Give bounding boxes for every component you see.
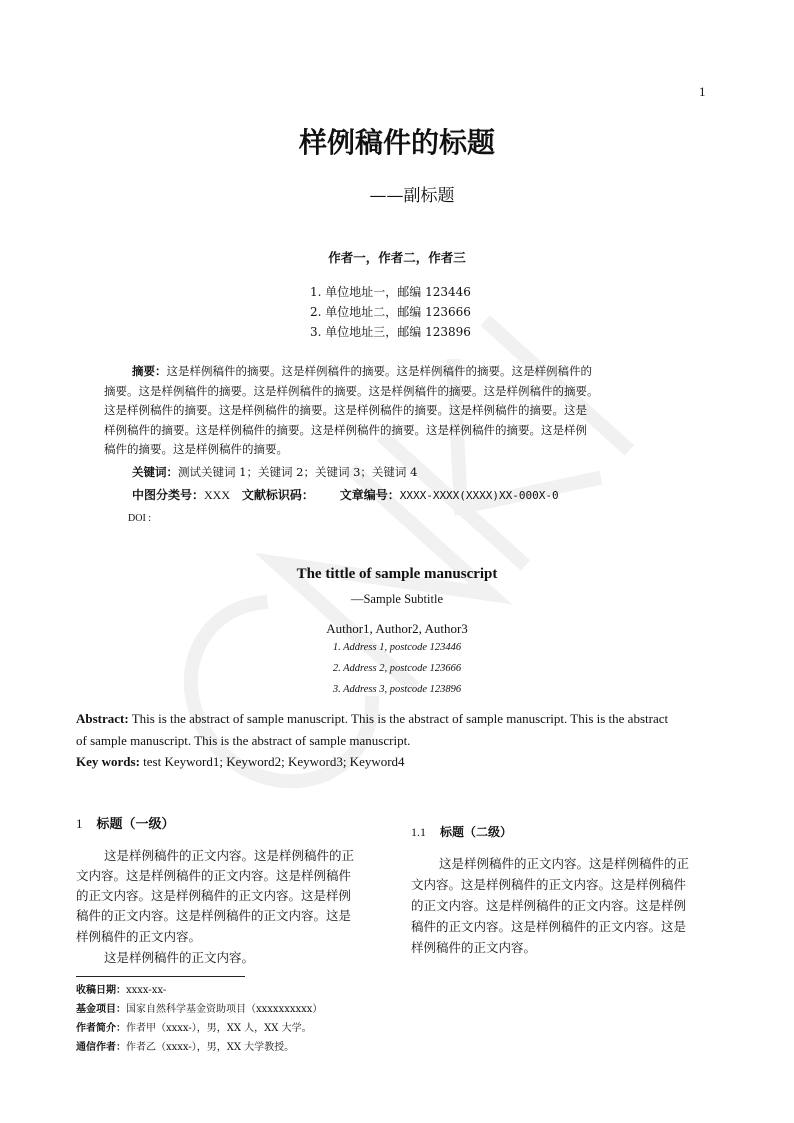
footnote-label: 通信作者： xyxy=(76,1042,126,1053)
footnote-label: 作者简介： xyxy=(76,1023,126,1034)
footnote-divider xyxy=(76,976,245,977)
doi: DOI : xyxy=(128,513,152,524)
footnote-value: 国家自然科学基金资助项目（xxxxxxxxxx） xyxy=(126,1004,323,1015)
body-line: 的正文内容。这是样例稿件的正文内容。这是样例 xyxy=(76,888,352,903)
clc-label: 中图分类号： xyxy=(132,488,205,502)
page-subtitle: ——副标题 xyxy=(369,186,455,206)
abstract-label: 摘要： xyxy=(132,364,167,378)
body-line: 文内容。这是样例稿件的正文内容。这是样例稿件 xyxy=(411,877,687,892)
english-authors: Author1, Author2, Author3 xyxy=(326,621,468,636)
body-line: 样例稿件的正文内容。 xyxy=(411,940,537,955)
abstract-line: 摘要。这是样例稿件的摘要。这是样例稿件的摘要。这是样例稿件的摘要。这是样例稿件的摘要。 xyxy=(104,384,599,398)
doc-code-label: 文献标识码： xyxy=(241,488,314,502)
abstract-line: 稿件的摘要。这是样例稿件的摘要。 xyxy=(104,442,288,456)
abstract-line: 这是样例稿件的摘要。这是样例稿件的摘要。这是样例稿件的摘要。这是样例稿件的 xyxy=(166,364,592,378)
address-3: 3. 单位地址三，邮编 123896 xyxy=(310,325,471,339)
body-line: 样例稿件的正文内容。 xyxy=(76,929,202,944)
english-address-3: 3. Address 3, postcode 123896 xyxy=(332,684,462,695)
page-title: 样例稿件的标题 xyxy=(298,126,495,159)
english-abstract-line: This is the abstract of sample manuscript. This is the abstract of sample manuscript. This is the abstract xyxy=(128,711,669,726)
section-number: 1 xyxy=(76,816,83,831)
english-keywords-value: test Keyword1; Keyword2; Keyword3; Keyword4 xyxy=(139,754,405,769)
keywords-value: 测试关键词 1；关键词 2；关键词 3；关键词 4 xyxy=(178,465,418,479)
english-title: The tittle of sample manuscript xyxy=(296,566,498,582)
body-line: 稿件的正文内容。这是样例稿件的正文内容。这是 xyxy=(411,919,687,934)
authors: 作者一，作者二，作者三 xyxy=(328,250,466,265)
subsection-heading: 标题（二级） xyxy=(440,825,513,839)
address-2: 2. 单位地址二，邮编 123666 xyxy=(310,305,471,319)
footnote-value: xxxx-xx- xyxy=(126,985,167,996)
article-no-label: 文章编号： xyxy=(339,488,400,502)
english-address-2: 2. Address 2, postcode 123666 xyxy=(332,663,462,674)
keywords-label: 关键词： xyxy=(132,465,178,479)
clc-value: XXX xyxy=(204,488,231,502)
address-1: 1. 单位地址一，邮编 123446 xyxy=(310,285,471,299)
page-number: 1 xyxy=(699,84,706,99)
english-address-1: 1. Address 1, postcode 123446 xyxy=(332,642,462,653)
footnote-label: 基金项目： xyxy=(76,1004,126,1015)
english-abstract-line: of sample manuscript. This is the abstract of sample manuscript. xyxy=(76,733,411,748)
english-keywords-label: Key words: xyxy=(76,754,140,769)
subsection-number: 1.1 xyxy=(411,825,426,839)
body-line: 这是样例稿件的正文内容。 xyxy=(104,950,255,965)
abstract-line: 样例稿件的摘要。这是样例稿件的摘要。这是样例稿件的摘要。这是样例稿件的摘要。这是样例 xyxy=(104,423,587,437)
section-heading: 标题（一级） xyxy=(96,817,175,832)
body-line: 这是样例稿件的正文内容。这是样例稿件的正 xyxy=(439,856,690,871)
abstract-line: 这是样例稿件的摘要。这是样例稿件的摘要。这是样例稿件的摘要。这是样例稿件的摘要。这是 xyxy=(104,403,587,417)
body-line: 这是样例稿件的正文内容。这是样例稿件的正 xyxy=(104,848,355,863)
english-abstract-label: Abstract: xyxy=(76,711,129,726)
footnote-value: 作者乙（xxxx-），男，XX 大学教授。 xyxy=(126,1042,295,1053)
body-line: 稿件的正文内容。这是样例稿件的正文内容。这是 xyxy=(76,908,352,923)
english-subtitle: —Sample Subtitle xyxy=(350,592,443,606)
body-line: 的正文内容。这是样例稿件的正文内容。这是样例 xyxy=(411,898,687,913)
body-line: 文内容。这是样例稿件的正文内容。这是样例稿件 xyxy=(76,868,352,883)
footnote-label: 收稿日期： xyxy=(76,985,126,996)
article-no-value: XXXX-XXXX(XXXX)XX-000X-0 xyxy=(399,489,559,502)
footnote-value: 作者甲（xxxx-），男，XX 人，XX 大学。 xyxy=(126,1023,312,1034)
